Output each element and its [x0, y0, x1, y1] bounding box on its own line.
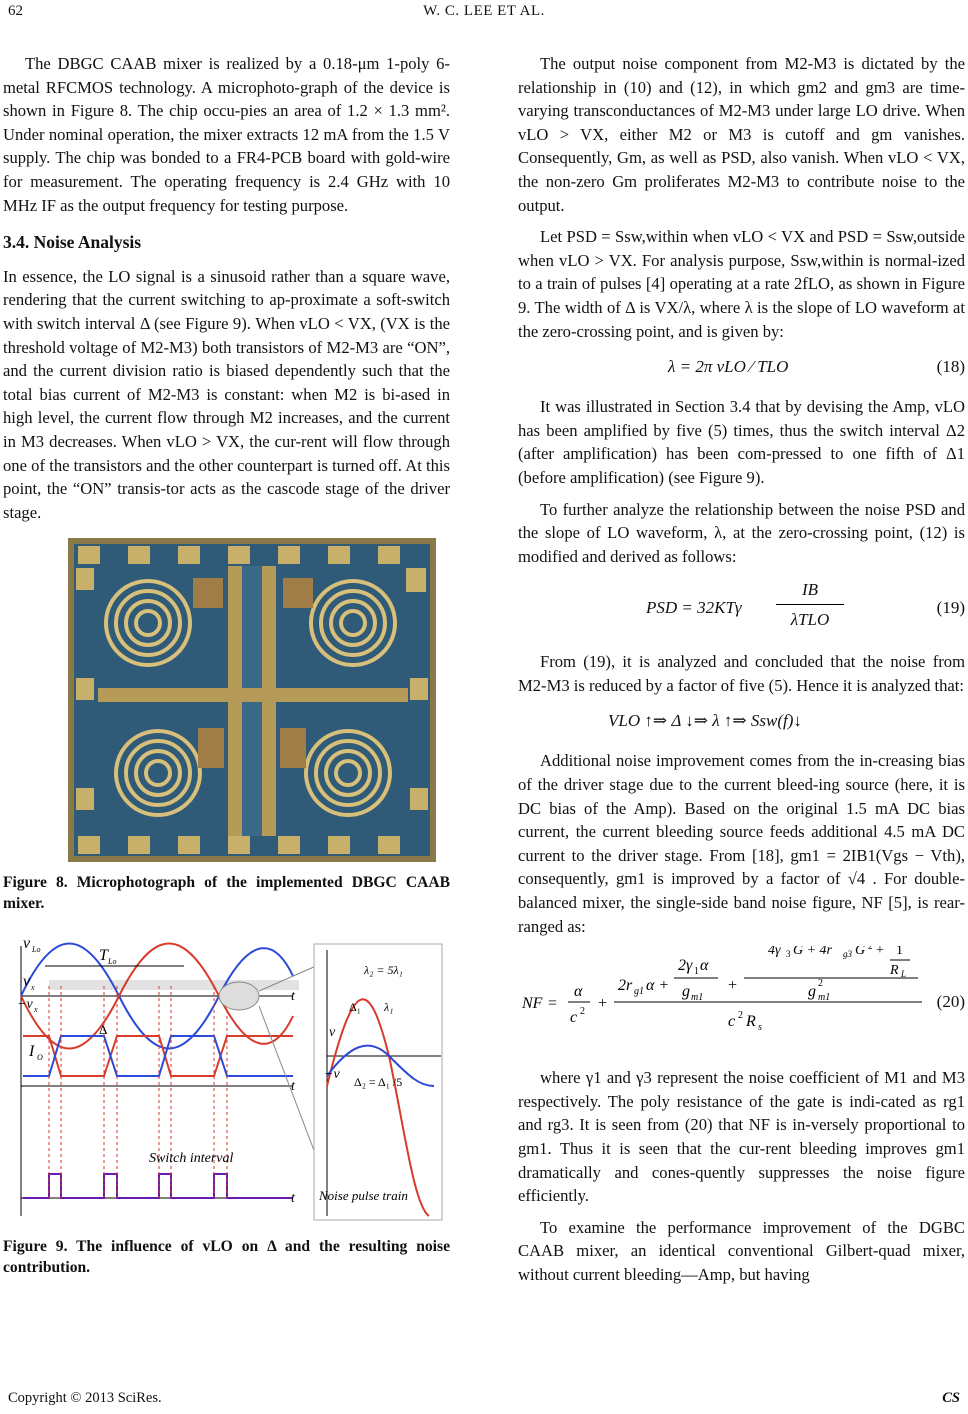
equation-19 — [518, 576, 965, 642]
figure-9-caption: Figure 9. The influence of vLO on Δ and the resulting noise contribution. — [3, 1238, 450, 1277]
paragraph: From (19), it is analyzed and concluded that the noise from M2-M3 is reduced by a factor of five (5). Hence it is analyzed that: — [518, 652, 965, 695]
svg-text:+: + — [876, 946, 884, 959]
svg-text:1: 1 — [896, 946, 903, 959]
svg-text:2r: 2r — [618, 977, 633, 995]
svg-text:α: α — [574, 983, 583, 1001]
svg-text:+: + — [598, 995, 608, 1013]
equation-19-denominator: λTLO — [790, 610, 830, 630]
page-header — [0, 0, 968, 30]
equation-20-number: (20) — [936, 992, 965, 1012]
inset-neg-vx-label: −v — [324, 1067, 340, 1083]
paragraph: The DBGC CAAB mixer is realized by a 0.18-μm 1-poly 6-metal RFCMOS technology. A microphoto-graph of the device is shown in Figure 8. The chip occu-pies an area of 1.2 × 1.3 mm². Under nominal operation, the mixer extracts 12 mA from the 1.5 V supply. The chip was bonded to a FR4-PCB board with gold-wire for measurement. The operating frequency is 2.4 GHz with 10 MHz IF as the output frequency for testing purpose. — [3, 54, 450, 215]
svg-text:c: c — [570, 1009, 578, 1027]
equation-19-numerator: IB — [801, 580, 819, 600]
svg-text:3: 3 — [786, 949, 791, 960]
implication-chain — [518, 705, 965, 739]
lambda-ratio-label: λ₂ = 5λ₁ — [364, 963, 403, 978]
delta-label: Δ — [99, 1022, 108, 1038]
tlo-sub: Lo — [108, 957, 117, 967]
io-sub: O — [37, 1053, 43, 1063]
svg-text:g3: g3 — [843, 949, 852, 960]
chip-microphotograph — [68, 538, 436, 862]
noise-switching-diagram — [9, 936, 445, 1226]
svg-text:c: c — [728, 1013, 736, 1031]
lambda1-label: λ₁ — [384, 1000, 394, 1015]
svg-text:2: 2 — [738, 1010, 743, 1022]
implication-body: VLO ↑⇒ Δ ↓⇒ λ ↑⇒ Ssw(f)↓ — [608, 711, 802, 731]
svg-text:G: G — [855, 946, 866, 959]
t-axis-2: t — [291, 1079, 295, 1095]
svg-text:=: = — [548, 995, 558, 1013]
svg-text:2: 2 — [580, 1006, 585, 1018]
svg-text:α +: α + — [646, 977, 670, 995]
noise-pulse-train-label: Noise pulse train — [319, 1188, 408, 1204]
journal-abbrev: CS — [942, 1390, 960, 1406]
inset-vx-label: v — [329, 1025, 336, 1041]
svg-text:+: + — [728, 977, 738, 995]
switch-interval-label: Switch interval — [149, 1151, 234, 1167]
svg-text:s: s — [758, 1022, 762, 1034]
section-heading: 3.4. Noise Analysis — [3, 232, 142, 253]
svg-text:R: R — [746, 1013, 756, 1031]
svg-text:m1: m1 — [818, 992, 831, 1004]
vx-label: v — [23, 973, 31, 991]
paragraph: To examine the performance improvement of the DGBC CAAB mixer, an identical conventional Gilbert-quad mixer, without current bleeding—Amp, but having — [518, 1217, 965, 1284]
figure-9 — [3, 936, 450, 1278]
svg-text:1: 1 — [694, 966, 699, 978]
svg-text:L: L — [901, 969, 907, 980]
equation-19-lhs: PSD = 32KTγ — [646, 598, 742, 618]
t-axis-3: t — [291, 1191, 295, 1207]
equation-18-number: (18) — [936, 357, 965, 377]
page-number: 62 — [8, 3, 23, 19]
io-label: I — [29, 1043, 35, 1061]
copyright: Copyright © 2013 SciRes. — [8, 1390, 162, 1406]
figure-8-caption: Figure 8. Microphotograph of the implemented DBGC CAAB mixer. — [3, 874, 450, 913]
paragraph: where γ1 and γ3 represent the noise coefficient of M1 and M3 respectively. The poly resistance of the gate is indi-cated as rg1 and rg3. It is seen from (20) that NF is in-versely proportional to gm1. Thus it is seen that the cur-rent bleeding improves gm1 dramatically and cones-quently suppresses the noise figure efficiently. — [518, 1068, 965, 1206]
svg-text:g: g — [682, 983, 690, 1001]
paragraph: Let PSD = Ssw,within when vLO < VX and PSD = Ssw,outside when vLO > VX. For analysis purpose, Ssw,within is normal-ized to a train of pulses [4] operating at a rate 2fLO, as shown in Figure 9. The width of Δ is VX/λ, where λ is the slope of LO waveform at the zero-crossing point, and is given by: — [518, 227, 965, 341]
delta-ratio-label: Δ₂ = Δ₁ /5 — [354, 1075, 403, 1090]
left-column — [3, 52, 450, 1278]
figure-8 — [3, 538, 450, 914]
svg-text:m1: m1 — [691, 992, 704, 1004]
t-axis-1: t — [291, 989, 295, 1005]
svg-text:R: R — [890, 963, 899, 979]
neg-vx-sub: x — [34, 1005, 38, 1015]
equation-19-number: (19) — [936, 598, 965, 618]
equation-18 — [518, 351, 965, 385]
paragraph: To further analyze the relationship between the noise PSD and the slope of LO waveform, λ, at the zero-crossing point, (12) is modified and derived as follows: — [518, 499, 965, 566]
vlo-label: v — [23, 936, 31, 953]
svg-text:4γ: 4γ — [768, 946, 781, 959]
paragraph: Additional noise improvement comes from the in-creasing bias of the driver stage due to the current bleed-ing source (here, it is DC bias of the Amp). Based on the original 1.5 mA DC bias current, the current bleeding source feeds additional 4.5 mA DC current to the driver stage. From [18], gm1 = 2IB1(Vgs − Vth), consequently, gm1 is improved by a factor of √4 . For double-balanced mixer, the single-side band noise figure, NF [5], is rear-ranged as: — [518, 751, 965, 936]
svg-text:2γ: 2γ — [678, 957, 693, 975]
svg-text:α: α — [700, 957, 709, 975]
svg-text:2: 2 — [818, 978, 823, 990]
vx-sub: x — [31, 983, 35, 993]
neg-vx-label: −v — [17, 997, 33, 1013]
equation-20 — [518, 946, 965, 1058]
running-head: W. C. LEE ET AL. — [423, 3, 545, 19]
paragraph: The output noise component from M2-M3 is dictated by the relationship in (10) and (12), in which gm2 and gm3 are time-varying transconductances of M2-M3 under large LO drive. When vLO > VX, either M2 or M3 is cutoff and gm vanishes. Consequently, Gm, as well as PSD, also vanish. When vLO < VX, the non-zero Gm proliferates M2-M3 to contribute noise to the output. — [518, 54, 965, 215]
svg-text:g1: g1 — [634, 986, 644, 998]
right-column — [518, 52, 965, 1295]
svg-text:NF: NF — [522, 995, 543, 1013]
paragraph: In essence, the LO signal is a sinusoid rather than a square wave, rendering that the current switching to ap-proximate a soft-switch with switch interval Δ (see Figure 9). When vLO < VX, (VX is the threshold voltage of M2-M3) both transistors of M2-M3 are “ON”, and the current division ratio is biased dependently such that the total bias current of M2-M3 is constant: when M2 is bi-ased in high level, the current flow through M2 increases, and the current in M3 decreases. When vLO > VX, the cur-rent will flow through one of the transistors and the other counterpart is turned off. At this point, the “ON” transis-tor acts as the cascode stage of the driver stage. — [3, 266, 450, 522]
svg-text:g: g — [808, 983, 816, 1001]
svg-text:2: 2 — [868, 946, 873, 952]
delta1-label: Δ₁ — [349, 1000, 361, 1015]
equation-18-body: λ = 2π vLO ⁄ TLO — [668, 357, 789, 377]
vlo-sub: Lo — [32, 945, 41, 955]
svg-text:G + 4r: G + 4r — [793, 946, 833, 959]
tlo-label: T — [99, 947, 108, 965]
paragraph: It was illustrated in Section 3.4 that by devising the Amp, vLO has been amplified by five (5) times, thus the switch interval Δ2 (after amplification) has been com-pressed to one fifth of Δ1 (before amplification) (see Figure 9). — [518, 397, 965, 487]
